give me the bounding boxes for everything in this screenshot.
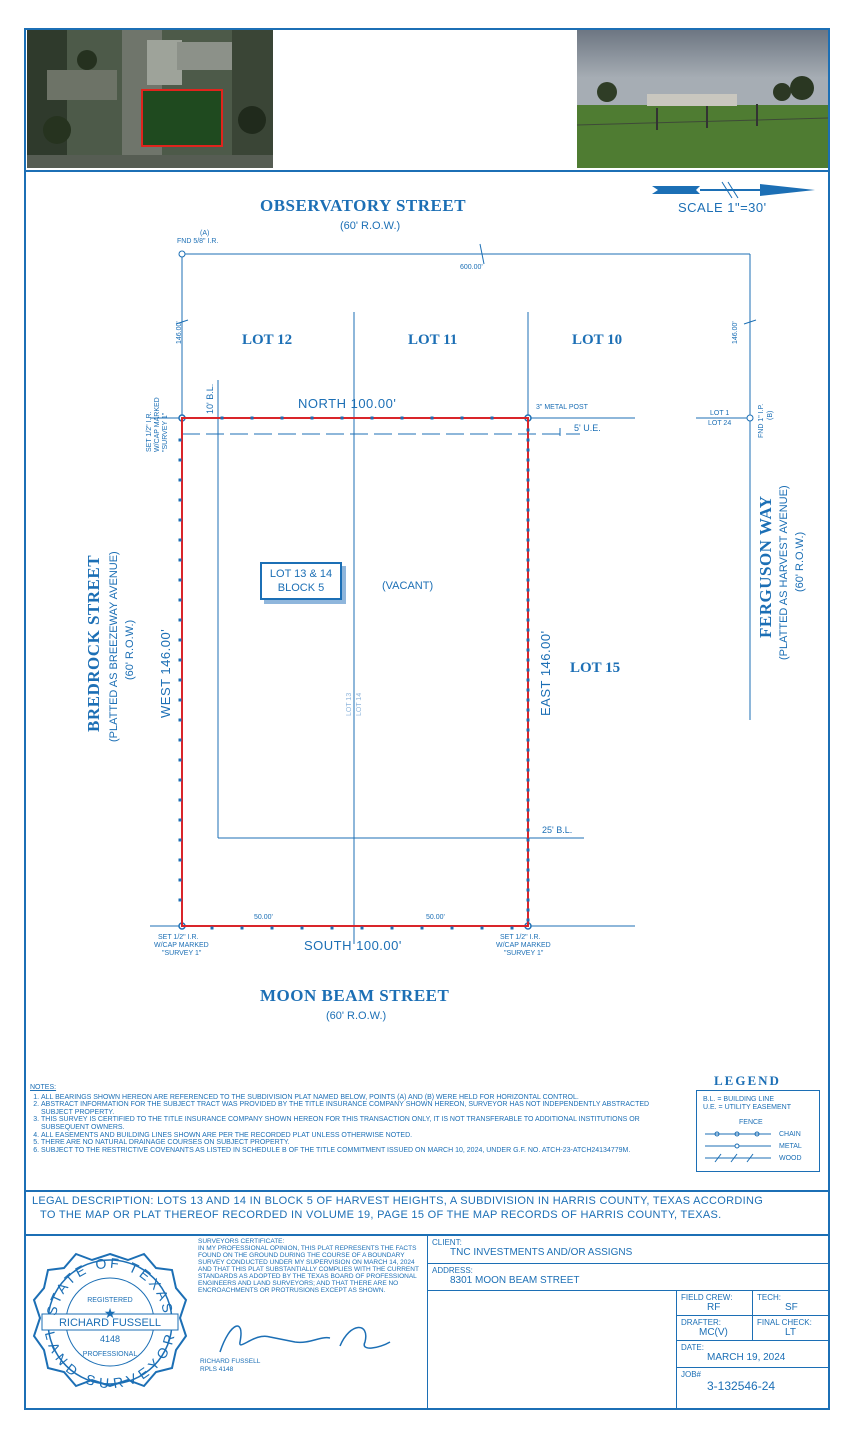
west-street-name: BREDROCK STREET [84,554,103,732]
west-street-row: (60' R.O.W.) [124,619,136,680]
fence-post-south [271,927,274,930]
building-line-25: 25' B.L. [542,825,573,835]
fence-post-east [527,539,530,542]
legal-line1: LOTS 13 AND 14 IN BLOCK 5 OF HARVEST HEIGHTS, A SUBDIVISION IN HARRIS COUNTY, TEXAS ACCORDING [157,1195,764,1207]
fence-post-east [527,889,530,892]
fence-post-east [527,769,530,772]
fence-post-west [179,519,182,522]
fence-post-west [179,859,182,862]
fence-post-east [527,869,530,872]
lot-12-label: LOT 12 [242,332,293,348]
signature [200,1312,400,1362]
surveyor-certificate [198,1238,426,1294]
fence-post-west [179,559,182,562]
se-set-line2: W/CAP MARKED [496,942,551,949]
legend-chain: CHAIN [779,1131,801,1138]
fence-post-west [179,439,182,442]
fence-post-east [527,829,530,832]
fence-post-west [179,839,182,842]
fence-post-east [527,459,530,462]
field-crew-value: RF [707,1302,721,1313]
fence-post-east [527,609,530,612]
legend-ue: U.E. = UTILITY EASEMENT [703,1104,791,1111]
lot-1-label: LOT 1 [710,410,730,417]
sw-set-line3: "SURVEY 1" [162,950,202,957]
fence-post-east [527,449,530,452]
final-check-label: FINAL CHECK: [757,1318,812,1327]
fence-post-west [179,479,182,482]
fence-post-east [527,729,530,732]
legend-fence: FENCE [739,1119,763,1126]
legend-title: LEGEND [714,1073,781,1088]
fence-post-south [421,927,424,930]
certificate-text: IN MY PROFESSIONAL OPINION, THIS PLAT REPRESENTS THE FACTS FOUND ON THE GROUND DURING THE COURSE OF A BOUNDARY SURVEY CONDUCTED UNDER MY SUPERVISION ON MARCH 14, 2024 AND THAT THIS PLAT SUBSTANTIALLY COMPLIES WITH THE CURRENT STANDARDS AS ADOPTED BY THE TEXAS BOARD OF PROFESSIONAL ENGINEERS AND LAND SURVEYORS; AND THAT THERE ARE NO ENCROACHMENTS OR PROTRUSIONS EXCEPT AS SHOWN. [198,1245,419,1294]
block-label-line1: LOT 13 & 14 [269,568,333,580]
note-item: 6. SUBJECT TO THE RESTRICTIVE COVENANTS AS LISTED IN SCHEDULE B OF THE TITLE COMMITMENT ISSUED ON MARCH 10, 2024, UNDER G.F. NO. ATCH-23-ATCH24134779M. [41,1147,680,1155]
sw-set-line2: W/CAP MARKED [154,942,209,949]
legal-label: LEGAL DESCRIPTION: [32,1195,154,1207]
fence-post-east [527,639,530,642]
left-distance: 146.00' [176,321,183,344]
fence-post-north [221,417,224,420]
note-item: 2. ABSTRACT INFORMATION FOR THE SUBJECT TRACT WAS PROVIDED BY THE TITLE INSURANCE COMPANY SHOWN HEREON, SURVEYOR HAS NOT INDEPENDENTLY ABSTRACTED SUBJECT PROPERTY. [41,1101,680,1116]
fence-post-west [179,459,182,462]
fence-post-east [527,709,530,712]
seal-name: RICHARD FUSSELL [58,1317,162,1329]
fence-post-west [179,539,182,542]
fence-post-east [527,659,530,662]
fnd-a-label: FND 5/8" I.R. [177,238,219,245]
fence-post-south [511,927,514,930]
west-street-platted: (PLATTED AS BREEZEWAY AVENUE) [108,551,120,742]
signer-name: RICHARD FUSSELL [200,1358,261,1365]
fence-post-east [527,839,530,842]
fence-post-east [527,899,530,902]
fnd-a-tag: (A) [200,230,210,237]
address-cell [427,1263,828,1291]
fence-post-south [331,927,334,930]
client-cell [427,1236,828,1264]
fnd-b-label: FND 1" I.P. [758,403,765,438]
note-item: 5. THERE ARE NO NATURAL DRAINAGE COURSES ON SUBJECT PROPERTY. [41,1139,680,1147]
field-crew-label: FIELD CREW: [681,1293,733,1302]
fence-post-east [527,559,530,562]
fence-post-east [527,549,530,552]
legal-line2: TO THE MAP OR PLAT THEREOF RECORDED IN VOLUME 19, PAGE 15 OF THE MAP RECORDS OF HARRIS COUNTY, TEXAS. [40,1209,722,1221]
signer-rpls: RPLS 4148 [200,1366,234,1373]
fence-post-north [371,417,374,420]
fence-post-east [527,919,530,922]
se-set-line1: SET 1/2" I.R. [500,934,541,941]
legend-wood: WOOD [779,1155,802,1162]
fence-post-east [527,789,530,792]
client-value: TNC INVESTMENTS AND/OR ASSIGNS [450,1247,633,1258]
fence-post-east [527,699,530,702]
job-value: 3-132546-24 [707,1379,776,1393]
south-bearing: SOUTH 100.00' [304,938,402,953]
date-value: MARCH 19, 2024 [707,1352,786,1363]
fence-post-north [491,417,494,420]
fence-post-north [311,417,314,420]
fence-post-west [179,899,182,902]
east-street-row: (60' R.O.W.) [794,531,806,592]
fence-post-east [527,469,530,472]
fence-post-east [527,849,530,852]
seal-role: LAND SURVEYOR [41,1329,179,1392]
drafter-cell [676,1315,753,1341]
note-item: 4. ALL EASEMENTS AND BUILDING LINES SHOWN ARE PER THE RECORDED PLAT UNLESS OTHERWISE NOTED. [41,1132,680,1140]
tech-value: SF [785,1302,798,1313]
lot-13-line-label: LOT 13 [346,692,353,716]
fence-post-west [179,599,182,602]
fence-post-east [527,579,530,582]
legend-box [696,1090,820,1172]
tech-cell [752,1290,828,1316]
note-item: 3. THIS SURVEY IS CERTIFIED TO THE TITLE INSURANCE COMPANY SHOWN HEREON FOR THIS TRANSACTION ONLY, IT IS NOT TRANSFERABLE TO ADDITIONAL INSTITUTIONS OR SUBSEQUENT OWNERS. [41,1116,680,1131]
fence-post-south [481,927,484,930]
job-label: JOB# [681,1370,702,1379]
drafter-label: DRAFTER: [681,1318,721,1327]
fence-post-east [527,439,530,442]
seal-professional: PROFESSIONAL [82,1351,138,1358]
final-check-value: LT [785,1327,796,1338]
fence-post-east [527,569,530,572]
fence-post-east [527,879,530,882]
fence-post-east [527,719,530,722]
job-cell [676,1367,828,1410]
fence-post-east [527,429,530,432]
fence-post-north [251,417,254,420]
seal-state: STATE OF TEXAS [43,1254,177,1317]
fence-post-east [527,489,530,492]
surveyor-seal [30,1240,190,1400]
fence-post-west [179,759,182,762]
fence-post-west [179,739,182,742]
legend-bl: B.L. = BUILDING LINE [703,1096,774,1103]
metal-post-label: 3" METAL POST [536,404,588,411]
fence-post-east [527,519,530,522]
lot-14-line-label: LOT 14 [356,692,363,716]
fence-post-north [341,417,344,420]
east-street-name: FERGUSON WAY [756,495,775,638]
south-half-right: 50.00' [426,914,445,921]
fence-post-east [527,779,530,782]
fence-post-west [179,719,182,722]
fence-post-east [527,679,530,682]
fence-post-north [461,417,464,420]
fence-post-east [527,759,530,762]
field-crew-cell [676,1290,753,1316]
legend-fence-symbols [703,1129,773,1165]
fence-post-east [527,509,530,512]
lot-24-label: LOT 24 [708,420,732,427]
fence-post-south [451,927,454,930]
fence-post-east [527,859,530,862]
fence-post-west [179,579,182,582]
fence-post-east [527,479,530,482]
notes-section [30,1084,680,1154]
note-item: 1. ALL BEARINGS SHOWN HEREON ARE REFERENCED TO THE SUBDIVISION PLAT NAMED BELOW, POINTS (A) AND (B) WERE HELD FOR HORIZONTAL CONTROL. [41,1094,680,1102]
address-label: ADDRESS: [432,1266,473,1275]
lot-10-label: LOT 10 [572,332,623,348]
west-bearing: WEST 146.00' [158,628,173,718]
east-street-platted: (PLATTED AS HARVEST AVENUE) [778,485,790,660]
notes-title: NOTES: [30,1084,57,1091]
client-label: CLIENT: [432,1238,462,1247]
fence-post-east [527,739,530,742]
fence-post-west [179,659,182,662]
fence-post-east [527,799,530,802]
se-set-line3: "SURVEY 1" [504,950,544,957]
lot-11-label: LOT 11 [408,332,458,348]
lot-15-label: LOT 15 [570,660,621,676]
fence-post-east [527,619,530,622]
fence-post-east [527,809,530,812]
fence-post-west [179,639,182,642]
north-bearing: NORTH 100.00' [298,396,397,411]
fence-post-south [211,927,214,930]
drafter-value: MC(V) [699,1327,728,1338]
fence-post-east [527,909,530,912]
block-label [260,562,342,600]
fence-post-south [241,927,244,930]
fence-post-west [179,619,182,622]
block-label-line2: BLOCK 5 [277,582,325,594]
right-distance: 146.00' [732,321,739,344]
fence-post-east [527,529,530,532]
fence-post-north [431,417,434,420]
legend-metal: METAL [779,1143,802,1150]
date-label: DATE: [681,1343,704,1352]
fence-post-west [179,779,182,782]
fence-post-north [281,417,284,420]
fence-post-west [179,679,182,682]
fence-post-south [361,927,364,930]
fence-post-east [527,499,530,502]
fence-post-south [301,927,304,930]
fence-post-east [527,669,530,672]
south-half-left: 50.00' [254,914,273,921]
fence-post-west [179,819,182,822]
blank-cell [427,1290,677,1410]
final-check-cell [752,1315,828,1341]
north-street-name: OBSERVATORY STREET [260,196,467,215]
fnd-b-tag: (B) [767,410,774,420]
fence-post-west [179,799,182,802]
top-distance: 600.00' [460,264,483,271]
north-street-row: (60' R.O.W.) [340,220,401,232]
fence-post-east [527,819,530,822]
vacant-label: (VACANT) [382,580,434,592]
seal-number: 4148 [99,1334,121,1344]
nw-set-monument: SET 1/2" I.R. W/CAP MARKED "SURVEY 1" [146,397,169,452]
south-street-name: MOON BEAM STREET [260,986,450,1005]
fence-post-east [527,629,530,632]
fence-post-east [527,649,530,652]
tech-label: TECH: [757,1293,781,1302]
seal-registered: REGISTERED [87,1297,133,1304]
fence-post-west [179,499,182,502]
scale-label: SCALE 1"=30' [678,200,767,215]
fence-post-east [527,589,530,592]
fence-post-west [179,879,182,882]
fence-post-east [527,749,530,752]
fence-post-east [527,689,530,692]
date-cell [676,1340,828,1368]
utility-easement-5: 5' U.E. [574,423,601,433]
sw-set-line1: SET 1/2" I.R. [158,934,199,941]
east-bearing: EAST 146.00' [538,630,553,716]
south-street-row: (60' R.O.W.) [326,1010,387,1022]
building-line-10: 10' B.L. [205,383,215,414]
fence-post-west [179,699,182,702]
certificate-title: SURVEYORS CERTIFICATE: [198,1238,285,1245]
fence-post-east [527,599,530,602]
legal-description [26,1190,828,1232]
address-value: 8301 MOON BEAM STREET [450,1275,580,1286]
fence-post-north [401,417,404,420]
seal-star-icon: ★ [103,1305,117,1321]
fence-post-south [391,927,394,930]
